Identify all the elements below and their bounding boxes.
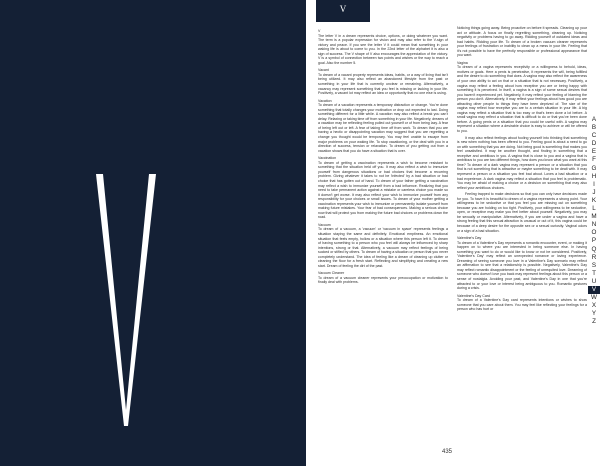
- entry-heading: Vacation: [318, 98, 332, 103]
- entry-heading: Vacant: [318, 68, 329, 73]
- big-letter-v: [96, 174, 156, 426]
- index-letter-c[interactable]: C: [591, 132, 597, 140]
- index-letter-a[interactable]: A: [591, 116, 597, 123]
- index-letter-s[interactable]: S: [591, 261, 597, 269]
- entry-paragraph: To dream of a vacuum, a 'vacuum' or 'vacuum in space' represents feelings a situation staying the same and definitely. Emotional emptiness. An emotional situation that feels empty, hollow or a situation where this person left it. To dream of having something to a person who you feel will always be influenced by sharp intentions, strong or that. Alternatively, a vacuum may reflect feelings of being sucked or stifled by others. To dream of having a situation or person that you never completely understand. The idea of feeling like a dream of cleaning up clutter or cleaning the floor for a fresh start. Reflecting and simplifying and creating a new start. Dream of feeling the dirt of the past.: [318, 227, 448, 268]
- index-letter-t[interactable]: T: [592, 269, 596, 277]
- index-letter-z[interactable]: Z: [592, 318, 596, 326]
- entry-paragraph: Noticing things going away. Being proactive on before it spreads. Cleaning up your act or attitude. A focus on finally regretting something, cleaning up. Noticing negativity or problems having to go away. Ridding yourself of outdated ideas and bad habits. Ridding your life. To dream of a broken vacuum cleaner represents your feelings of frustration or inability to clean up a mess in your life. Feeling that it's not possible to have the perfectly responsible or professional appearance that you want.: [457, 26, 587, 58]
- index-letter-j[interactable]: J: [592, 188, 596, 196]
- entry-heading: Valentine's Day Card: [457, 293, 490, 298]
- entry-heading: V: [318, 29, 321, 33]
- index-letter-e[interactable]: E: [591, 148, 597, 156]
- index-letter-v[interactable]: V: [588, 286, 600, 294]
- index-letter-q[interactable]: Q: [591, 245, 597, 253]
- entry-paragraph: To dream of getting a vaccination represents a wish to become resistant to something that the situation held off you. It may also reflect a wish to immunize yourself from dangerous situations or bad choices that become a recurring problem. Giving whatever it takes to not be 'infected' by a bad situation or bad choice that has gotten out of hand. To dream of your father getting a vaccination may reflect a wish to immunize yourself from a bad influence. Realizing that you need to take permanent action against a mistake or careless choice you made so it doesn't get worse. It may also reflect your wish to immunize yourself from any responsibility for your choices or small issues. To dream of your mother getting a vaccination represents your wish to immunize or permanently isolate yourself from making future mistakes. Your fear of bad consequences. Making a serious choice now that will protect you from making the future bad choices or problems down the road.: [318, 160, 448, 220]
- entry-heading: Valentine's Day: [457, 236, 482, 241]
- index-letter-k[interactable]: K: [591, 196, 597, 204]
- index-letter-x[interactable]: X: [591, 302, 597, 310]
- entry-heading: Vagina: [457, 60, 468, 65]
- header-letter: V: [339, 4, 347, 14]
- index-letter-g[interactable]: G: [591, 164, 597, 172]
- left-text-column: [318, 26, 448, 287]
- right-text-column: [457, 26, 587, 314]
- entry-paragraph: To dream of a vacuum cleaner represents your preoccupation or motivation to finally deal with problems.: [318, 275, 448, 285]
- header-letter-tab: [316, 0, 370, 22]
- index-letter-i[interactable]: I: [593, 180, 595, 188]
- entry-heading: Vaccination: [318, 156, 337, 161]
- entry-paragraph: The letter V in a dream represents choice, options, or doing whatever you want. The term is a popular expression for vision and may also refer to the V-sign of victory and peace. If you see the letter V it could mean that something in your waking life is about to come to you. In the 22nd letter of the alphabet it is also a sign of success. The V shape of V also encourages the appreciation of the victory. V is a symbol of connection between two points and wishes or the way to reach a goal. Also the number 5.: [318, 33, 448, 65]
- index-letter-r[interactable]: R: [591, 253, 597, 261]
- index-letter-u[interactable]: U: [591, 277, 597, 285]
- entry-paragraph: To dream of a Valentine's Day card represents intentions or wishes to show someone that you care about them. You may feel like reflecting your feelings for a person who has hurt or: [457, 298, 587, 312]
- entry-paragraph: To dream of a Valentine's Day represents a romantic encounter, event, or making it happen on to where you are interested in being someone else. In having something you want to do or would like to know or not be considered. Positively, 'Valentine's Day' may reflect an unexpected romance or loving experience. Dreaming of seeing someone you love in a Valentine's Day scenario may reflect an affirmation to see that a relationship is possible. Negatively, Valentine's Day may reflect romantic disappointment or the feeling of unrequited love. Dreaming of someone who doesn't love you back may represent feelings about this person or a sense of nostalgia. Avoiding your past, and Valentine's Day in one that you're attracted to or your love or interest being ambiguous to you. Romantic gestures during a crisis.: [457, 240, 587, 291]
- entry-paragraph: To dream of a vacation represents a temporary distraction or change. You're done something that totally changes your motivation or drop out expected to last. Doing something different for a little while. A vacation may also reflect a break you can't delay. Relaxing or taking time off from something in your life. Negatively, dreams of a vacation may be reflecting feeling pulled out yourself or of from being lazy. A fear of being left out or left. A fear of taking time off from work. To dream that you are having a hectic or disappointing vacation may suggest that you are regretting a change you thought would be temporary. You may feel unable to escape from major problems on your waking life. To stop vacationing, or the deal with you in a direction of success, tension or relaxation. To dream of you getting out from a vacation shows that you do have a situation that is over.: [318, 103, 448, 153]
- index-letter-h[interactable]: H: [591, 172, 597, 180]
- index-letter-m[interactable]: M: [591, 213, 597, 221]
- index-letter-w[interactable]: W: [591, 294, 597, 302]
- index-letter-l[interactable]: L: [592, 205, 596, 213]
- index-letter-n[interactable]: N: [591, 221, 597, 229]
- page-number: 435: [442, 449, 453, 455]
- entry-heading: Vacuum Cleaner: [318, 271, 345, 276]
- index-letter-p[interactable]: P: [591, 237, 597, 245]
- index-letter-f[interactable]: F: [592, 156, 596, 164]
- index-letter-d[interactable]: D: [591, 140, 597, 148]
- index-letter-o[interactable]: O: [591, 229, 597, 237]
- alphabet-index: [588, 116, 600, 326]
- entry-heading: Vacuum: [318, 222, 331, 227]
- entry-paragraph: To dream of a vagina represents receptivity or a willingness to behold, ideas, motives or goals. Here a penis is penetrative, it represents the will, being fulfilled and the desire to do something that does. A vagina may also reflect the awareness of your own ability to act on that or a situation that is not necessary. Positively, a vagina may reflect a feeling about how receptive you are or being happy with something it is perceived. In itself, a vagina is a sign of some sexual desires that you haven't experienced yet. Negatively, it may reflect your feeling of blaming the person you don't. Alternatively, it may reflect your feelings about how good you are attracting other people to things they have been deprived of. The size of the vagina may reflect how receptive you are to a certain situation in your life. A big vagina may reflect a situation that is too easy or that's been done a lot before. A small vagina may reflect a situation that is difficult to do or that you've been done before. A going penis or a situation that you could be useful with. A vagina may represent a situation where a desirable choice is easy to achieve or will be offered to you.: [457, 65, 587, 134]
- entry-paragraph: Feeling trapped to make decisions so that you can only have decisions made for you. To have it is beautiful to dream of a vagina represents a strong point. Your willingness to be seductive or that you feel you are missing out on something because you are holding on too tight. Positively, your willingness to be seductive, open, or receptive may make you feel better about yourself. Negatively, you may be sexually or manipulative. Alternatively, if you are under a vagina and have a strong feeling that this sexual attraction is unusual or out of it, this vagina could be because of a deep desire for the opposite sex or a sexual curiosity. Vaginal odors or a sign of a bad situation.: [457, 192, 587, 233]
- entry-paragraph: To dream of a vacant property represents ideas, habits, or a way of living that isn't being utilized. It may also reflect an abandoned lifestyle from the past or something in your life that is currently unclear or remaining. Alternatively, a vacancy may represent something that you feel is missing or lacking in your life. Positively, a vacant lot may reflect an idea or opportunity that no one else is using.: [318, 72, 448, 96]
- index-letter-y[interactable]: Y: [591, 310, 597, 318]
- entry-paragraph: It may also reflect feelings about fooling yourself into thinking that something is new when nothing has been offered to you. Feeling good is about a need to go on with something that you are doing. Not being good is something that makes you feel unsatisfied. It may be another thought, and finding in something that a receptive and ambitious in you. A vagina that is close to you and a vagina that is ambitious to you are two different things, how does you know what you want at this time? To dream of a dark vagina may represent a person or a situation that you find is not something that is attractive or maybe something to be dealt with. It may represent a person or a situation you feel bad about. Loves a bad situation or a bad experience. A dark vagina may reflect a situation that you feel is problematic. You may be afraid of making a choice or a decision on something that may also reflect your ambitious choices.: [457, 135, 587, 190]
- index-letter-b[interactable]: B: [591, 124, 597, 132]
